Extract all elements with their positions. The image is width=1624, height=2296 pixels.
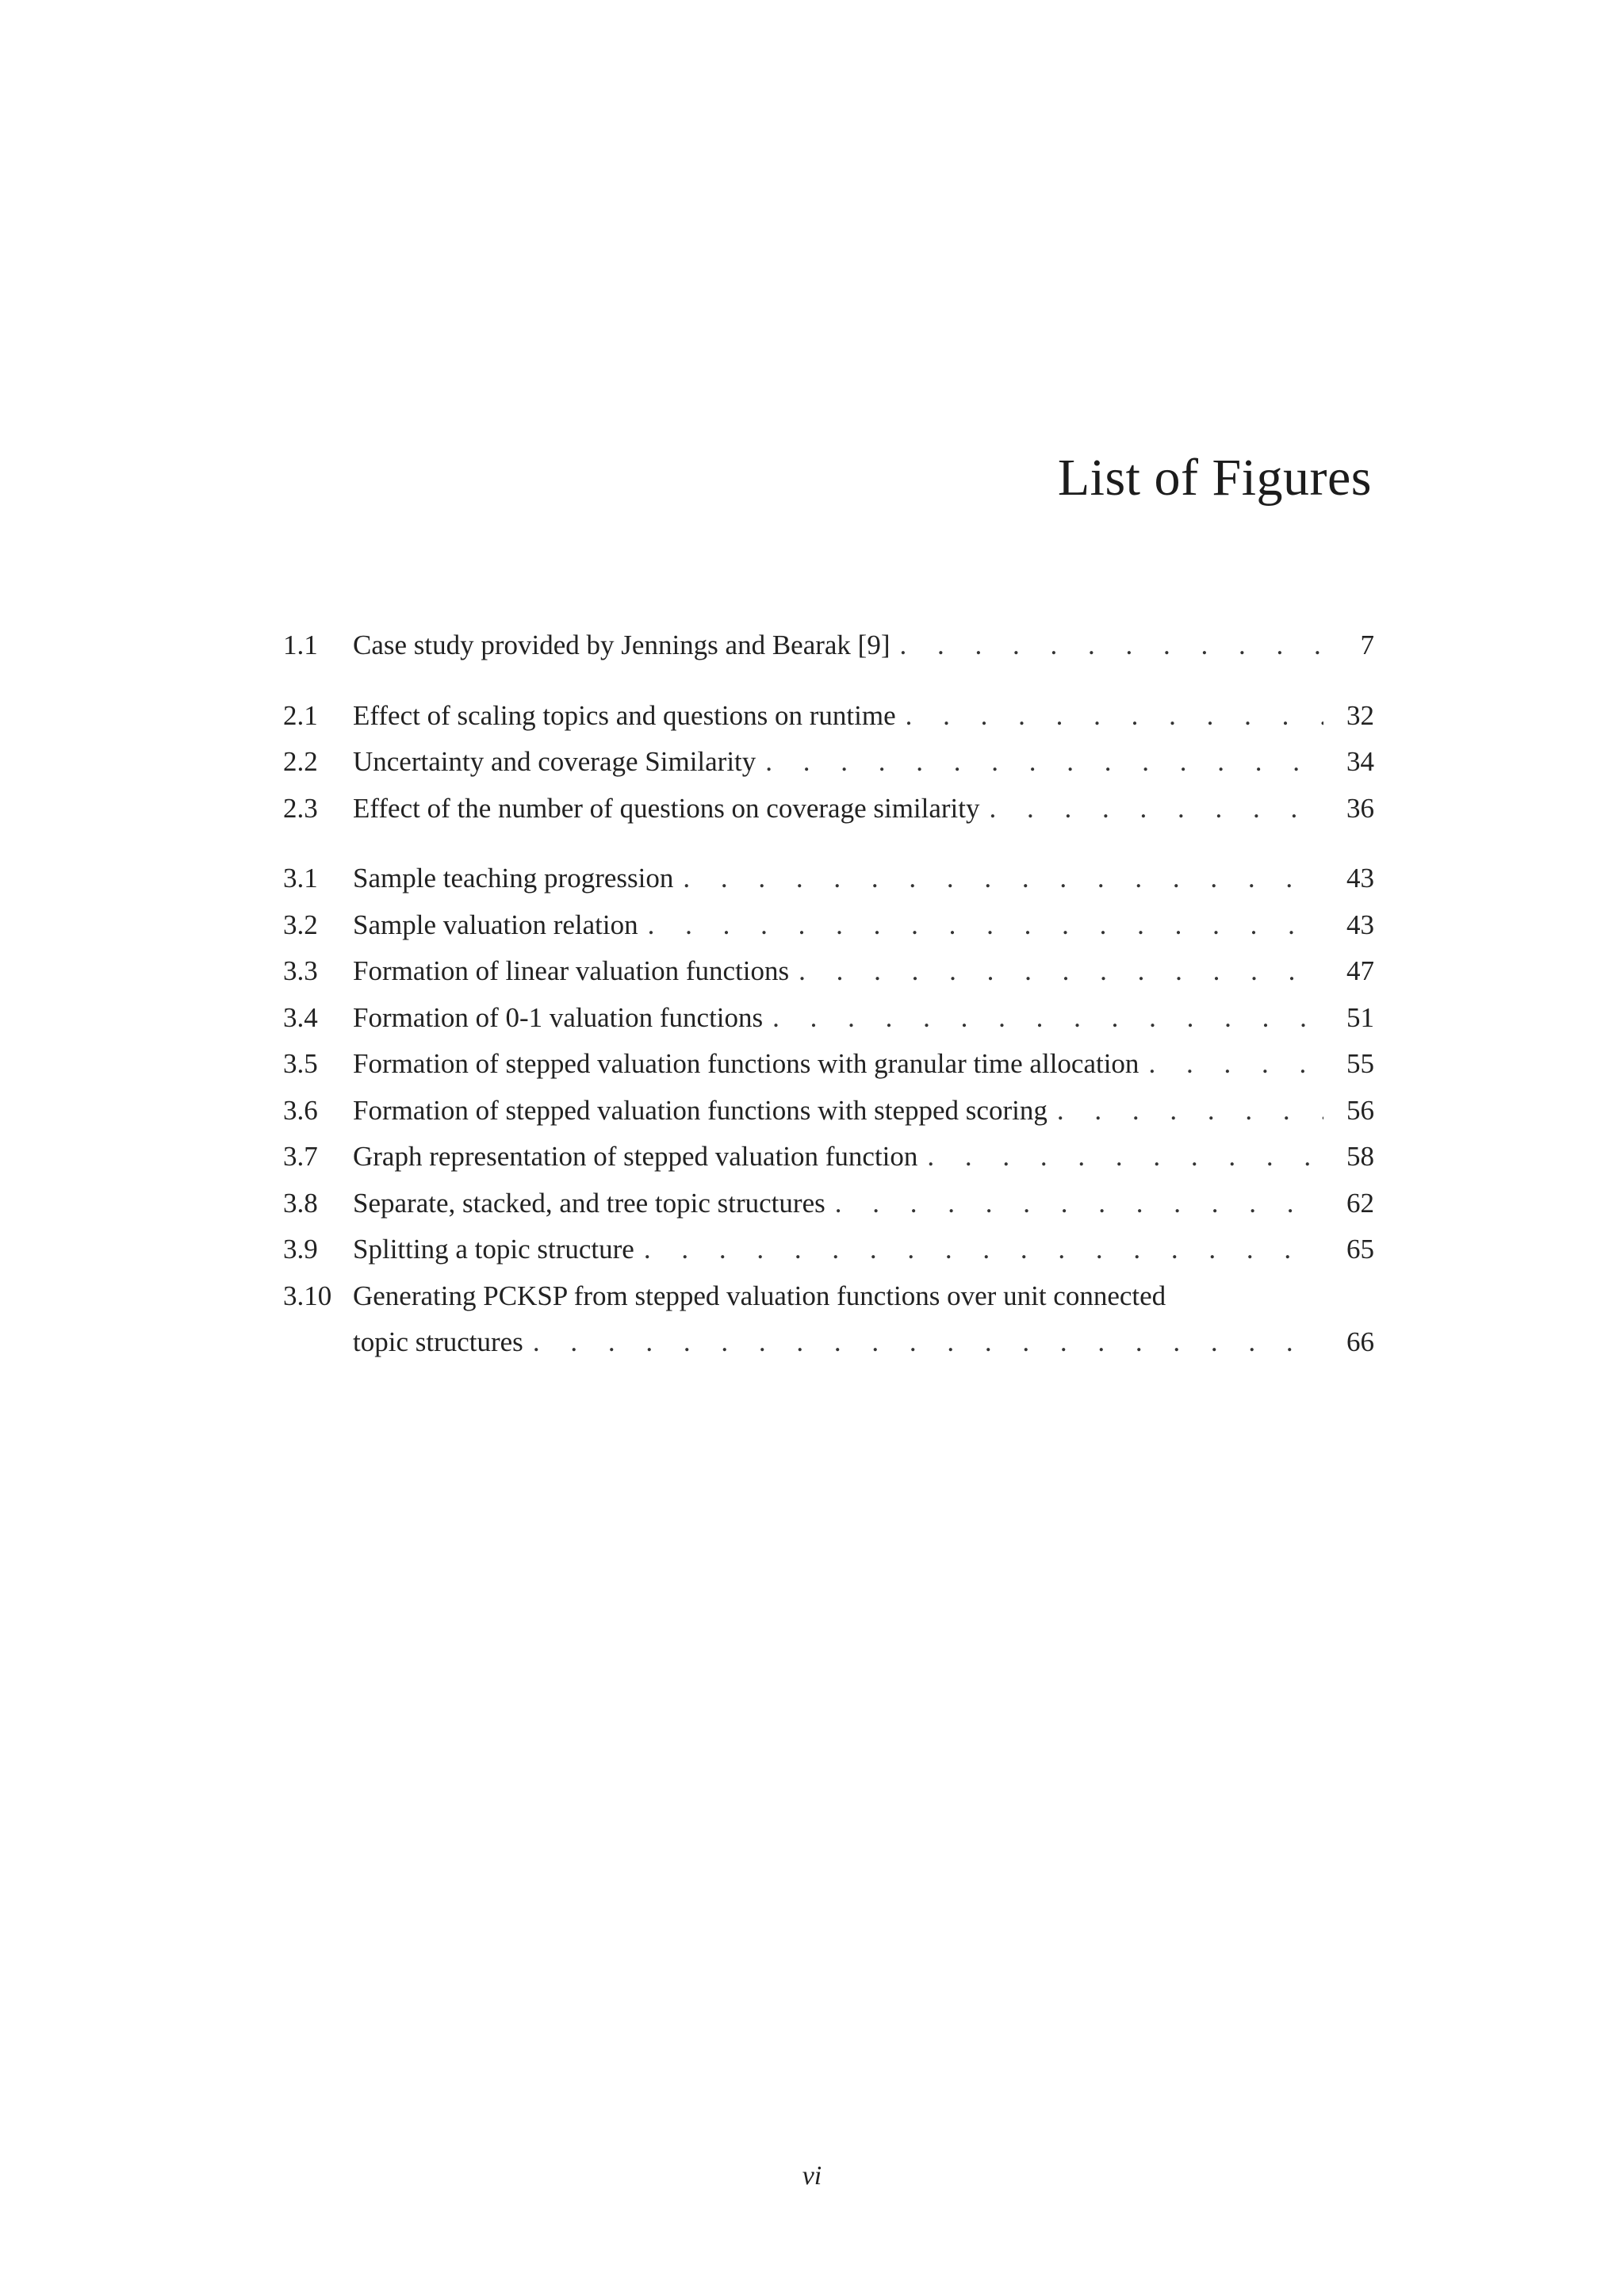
dot-leader <box>980 786 1323 832</box>
figure-title: Case study provided by Jennings and Bearak [9] <box>353 629 891 660</box>
dot-leader <box>756 739 1323 786</box>
figure-title: Separate, stacked, and tree topic structures <box>353 1187 825 1219</box>
figure-number: 3.8 <box>283 1187 318 1219</box>
chapter-2-group <box>283 693 1374 832</box>
figure-title: Splitting a topic structure <box>353 1234 634 1265</box>
figure-number: 3.5 <box>283 1048 318 1079</box>
dot-leader <box>917 1134 1323 1181</box>
page-number: 34 <box>1346 746 1374 777</box>
figure-title: Effect of scaling topics and questions on runtime <box>353 699 896 731</box>
figure-number: 3.7 <box>283 1141 318 1172</box>
page-number: 47 <box>1346 955 1374 986</box>
dot-leader <box>891 622 1324 669</box>
dot-leader <box>673 855 1323 902</box>
figure-number: 3.9 <box>283 1234 318 1265</box>
figure-entry[interactable] <box>283 1226 1374 1273</box>
page-number: 43 <box>1346 909 1374 940</box>
figure-entry[interactable] <box>283 855 1374 902</box>
dot-leader <box>789 948 1323 995</box>
page-number: 65 <box>1346 1234 1374 1265</box>
figure-entry[interactable] <box>283 622 1374 669</box>
figure-number: 3.1 <box>283 863 318 894</box>
figure-number: 2.2 <box>283 746 318 777</box>
figure-number: 3.6 <box>283 1094 318 1126</box>
figure-title: Graph representation of stepped valuation function <box>353 1141 918 1172</box>
list-of-figures <box>283 622 1374 1390</box>
page-folio: vi <box>802 2161 822 2191</box>
page-number: 51 <box>1346 1001 1374 1033</box>
dot-leader <box>1048 1088 1323 1135</box>
figure-title: Effect of the number of questions on coverage similarity <box>353 792 980 824</box>
dot-leader <box>1139 1041 1323 1088</box>
figure-entry[interactable] <box>283 1088 1374 1135</box>
figure-number: 3.4 <box>283 1001 318 1033</box>
page-number: 56 <box>1346 1094 1374 1126</box>
figure-entry[interactable] <box>283 1134 1374 1181</box>
dot-leader <box>896 693 1323 740</box>
page-number: 7 <box>1360 629 1374 660</box>
dot-leader <box>825 1181 1323 1227</box>
figure-title: Uncertainty and coverage Similarity <box>353 746 756 777</box>
figure-entry[interactable] <box>283 948 1374 995</box>
page-number: 58 <box>1346 1141 1374 1172</box>
page-number: 36 <box>1346 792 1374 824</box>
figure-title: Sample valuation relation <box>353 909 638 940</box>
figure-title: Formation of linear valuation functions <box>353 955 790 986</box>
figure-entry[interactable] <box>283 902 1374 949</box>
page-title: List of Figures <box>1057 449 1372 507</box>
figure-number: 2.3 <box>283 792 318 824</box>
dot-leader <box>634 1226 1323 1273</box>
figure-title-line-2: topic structures <box>353 1326 523 1357</box>
figure-number: 3.10 <box>283 1280 332 1311</box>
chapter-3-group <box>283 855 1374 1366</box>
chapter-1-group <box>283 622 1374 669</box>
figure-entry[interactable] <box>283 693 1374 740</box>
figure-title: Formation of stepped valuation functions with stepped scoring <box>353 1094 1048 1126</box>
figure-number: 3.2 <box>283 909 318 940</box>
page-number: 62 <box>1346 1187 1374 1219</box>
figure-entry[interactable] <box>283 1041 1374 1088</box>
page-number: 55 <box>1346 1048 1374 1079</box>
page-number: 32 <box>1346 699 1374 731</box>
figure-number: 3.3 <box>283 955 318 986</box>
figure-entry[interactable] <box>283 995 1374 1042</box>
figure-entry[interactable] <box>283 1181 1374 1227</box>
figure-number: 2.1 <box>283 699 318 731</box>
figure-title: Formation of 0-1 valuation functions <box>353 1001 764 1033</box>
figure-entry[interactable] <box>283 786 1374 832</box>
figure-entry[interactable] <box>283 739 1374 786</box>
page-number: 66 <box>1346 1326 1374 1357</box>
figure-number: 1.1 <box>283 629 318 660</box>
figure-title-line-1: Generating PCKSP from stepped valuation functions over unit connected <box>353 1280 1166 1311</box>
dot-leader <box>638 902 1323 949</box>
page-number: 43 <box>1346 863 1374 894</box>
dot-leader <box>523 1319 1323 1366</box>
dot-leader <box>763 995 1323 1042</box>
figure-title: Sample teaching progression <box>353 863 674 894</box>
figure-title: Formation of stepped valuation functions with granular time allocation <box>353 1048 1139 1079</box>
figure-entry[interactable] <box>283 1273 1374 1366</box>
